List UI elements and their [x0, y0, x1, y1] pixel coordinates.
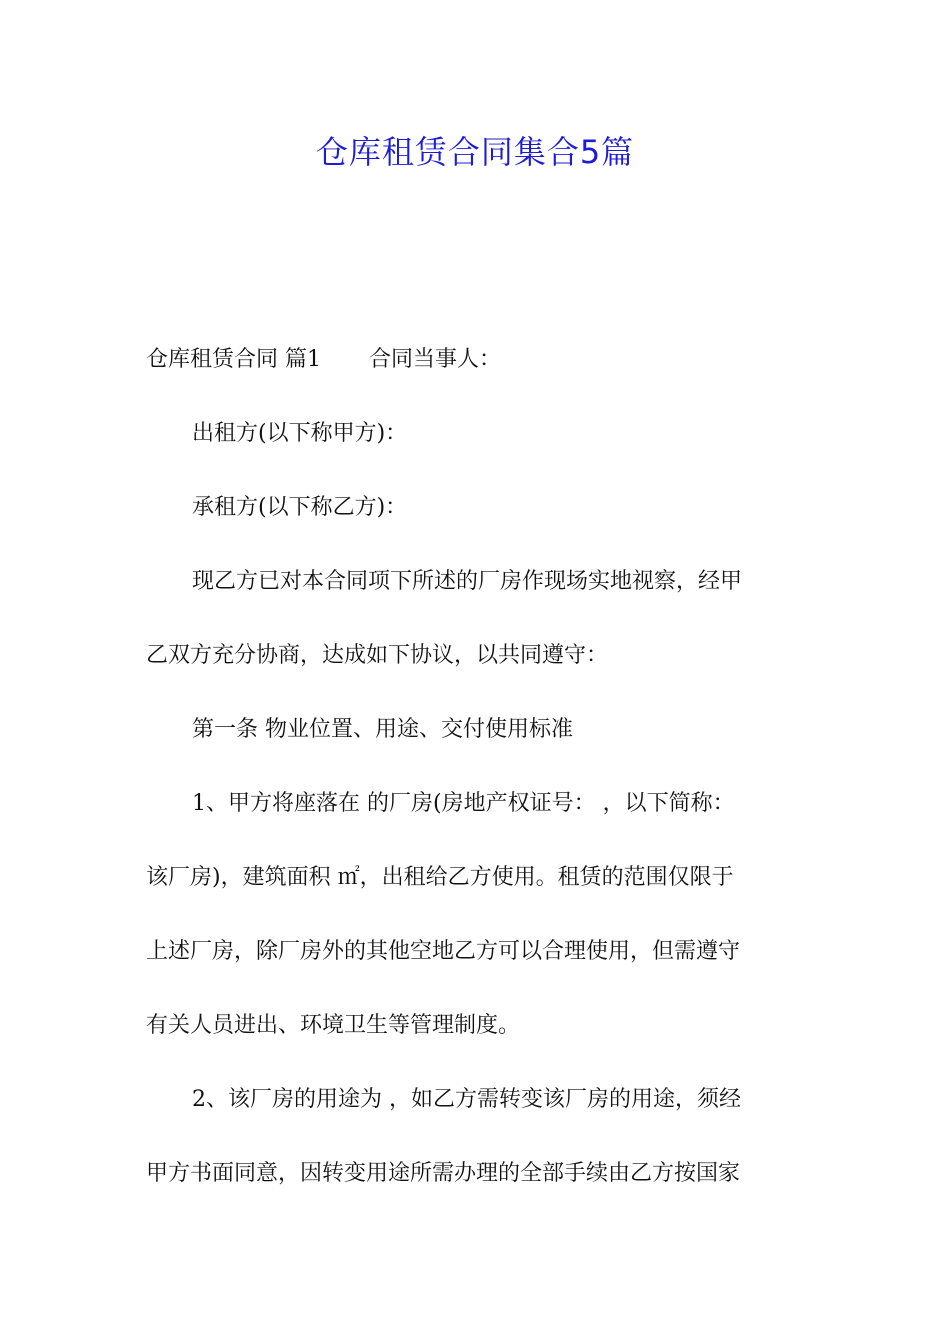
paragraph-line: 2、该厂房的用途为 ，如乙方需转变该厂房的用途，须经	[192, 1087, 741, 1112]
paragraph-line: 该厂房)，建筑面积 ㎡，出租给乙方使用。租赁的范围仅限于	[146, 865, 734, 890]
paragraph-line: 承租方(以下称乙方)：	[192, 495, 408, 520]
paragraph-line: 甲方书面同意，因转变用途所需办理的全部手续由乙方按国家	[146, 1161, 741, 1186]
paragraph-line: 第一条 物业位置、用途、交付使用标准	[192, 717, 573, 742]
paragraph-line-heading	[146, 344, 501, 376]
paragraph-line: 出租方(以下称甲方)：	[192, 421, 408, 446]
paragraph-line: 有关人员进出、环境卫生等管理制度。	[146, 1013, 521, 1038]
section-intro: 合同当事人：	[369, 347, 502, 372]
paragraph-line: 上述厂房，除厂房外的其他空地乙方可以合理使用，但需遵守	[146, 939, 741, 964]
paragraph-line: 1、甲方将座落在 的厂房(房地产权证号： ，以下简称：	[192, 791, 735, 816]
section-heading: 仓库租赁合同 篇1	[146, 347, 321, 372]
paragraph-line: 乙双方充分协商，达成如下协议，以共同遵守：	[146, 643, 609, 668]
paragraph-line: 现乙方已对本合同项下所述的厂房作现场实地视察，经甲	[192, 569, 743, 594]
document-title: 仓库租赁合同集合5篇	[315, 133, 635, 171]
